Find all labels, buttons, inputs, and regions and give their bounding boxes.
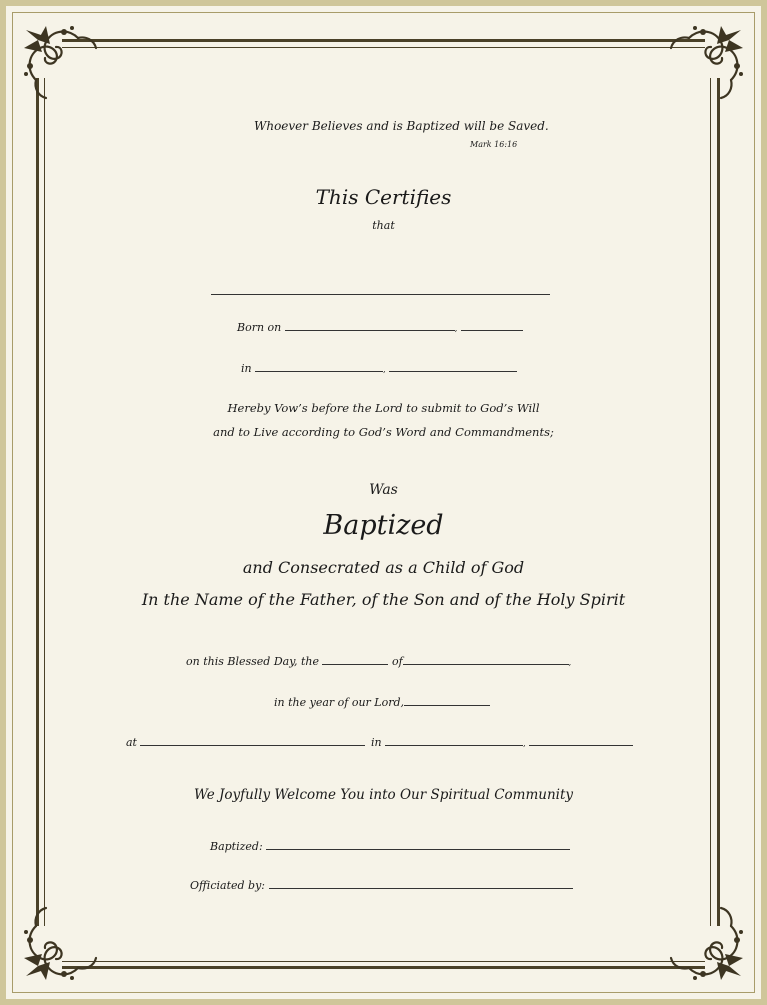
welcome-text: We Joyfully Welcome You into Our Spiritual Community	[193, 787, 574, 803]
border-rule-top-inner	[62, 47, 705, 48]
year-row	[274, 696, 490, 709]
baptized-signature-line	[266, 848, 570, 850]
certificate-heading: This Certifies	[315, 185, 452, 209]
corner-ornament-bottom-left-icon	[16, 902, 102, 988]
corner-ornament-top-left-icon	[16, 18, 102, 104]
officiated-signature-row	[190, 879, 573, 892]
birth-city-line	[255, 370, 383, 372]
birth-state-line	[389, 370, 517, 372]
born-comma: ,	[454, 324, 458, 333]
birth-date-line	[285, 329, 455, 331]
birth-year-line	[461, 329, 523, 331]
date-row	[186, 655, 571, 668]
corner-ornament-bottom-right-icon	[665, 902, 751, 988]
birthplace-comma: ,	[383, 365, 386, 374]
location-comma: ,	[523, 739, 526, 748]
church-city-line	[385, 744, 523, 746]
border-rule-bottom-inner	[62, 961, 705, 962]
name-line	[211, 293, 550, 295]
location-at-label: at	[126, 736, 137, 749]
baptized-signature-row	[210, 840, 570, 853]
verse-text: Whoever Believes and is Baptized will be Saved.	[254, 119, 549, 133]
location-row	[126, 736, 633, 749]
trinity-text: In the Name of the Father, of the Son and of the Holy Spirit	[141, 590, 626, 609]
officiated-signature-label: Officiated by:	[190, 879, 265, 892]
border-rule-bottom-outer	[62, 966, 705, 969]
church-state-line	[529, 744, 633, 746]
consecrated-text: and Consecrated as a Child of God	[242, 558, 525, 577]
verse-reference: Mark 16:16	[470, 140, 518, 149]
church-line	[140, 744, 365, 746]
date-comma: ,	[568, 658, 572, 667]
border-rule-top-outer	[62, 39, 705, 42]
vow-line-1: Hereby Vow’s before the Lord to submit to God’s Will	[227, 401, 540, 415]
vow-line-2: and to Live according to God’s Word and Commandments;	[213, 425, 554, 439]
date-of-label: of	[391, 655, 403, 668]
birthplace-in-label: in	[241, 362, 252, 375]
certificate-subheading: that	[372, 219, 395, 232]
baptized-title: Baptized	[323, 510, 444, 541]
date-on-label: on this Blessed Day, the	[186, 655, 319, 668]
year-label: in the year of our Lord,	[274, 696, 405, 709]
baptized-signature-label: Baptized:	[210, 840, 263, 853]
corner-ornament-top-right-icon	[665, 18, 751, 104]
was-text: Was	[369, 482, 398, 498]
month-line	[403, 663, 569, 665]
day-line	[322, 663, 388, 665]
born-row	[237, 321, 523, 334]
officiated-signature-line	[269, 887, 573, 889]
birthplace-row	[241, 362, 517, 375]
year-line	[404, 704, 490, 706]
born-label: Born on	[237, 321, 282, 334]
location-in-label: in	[370, 736, 382, 749]
